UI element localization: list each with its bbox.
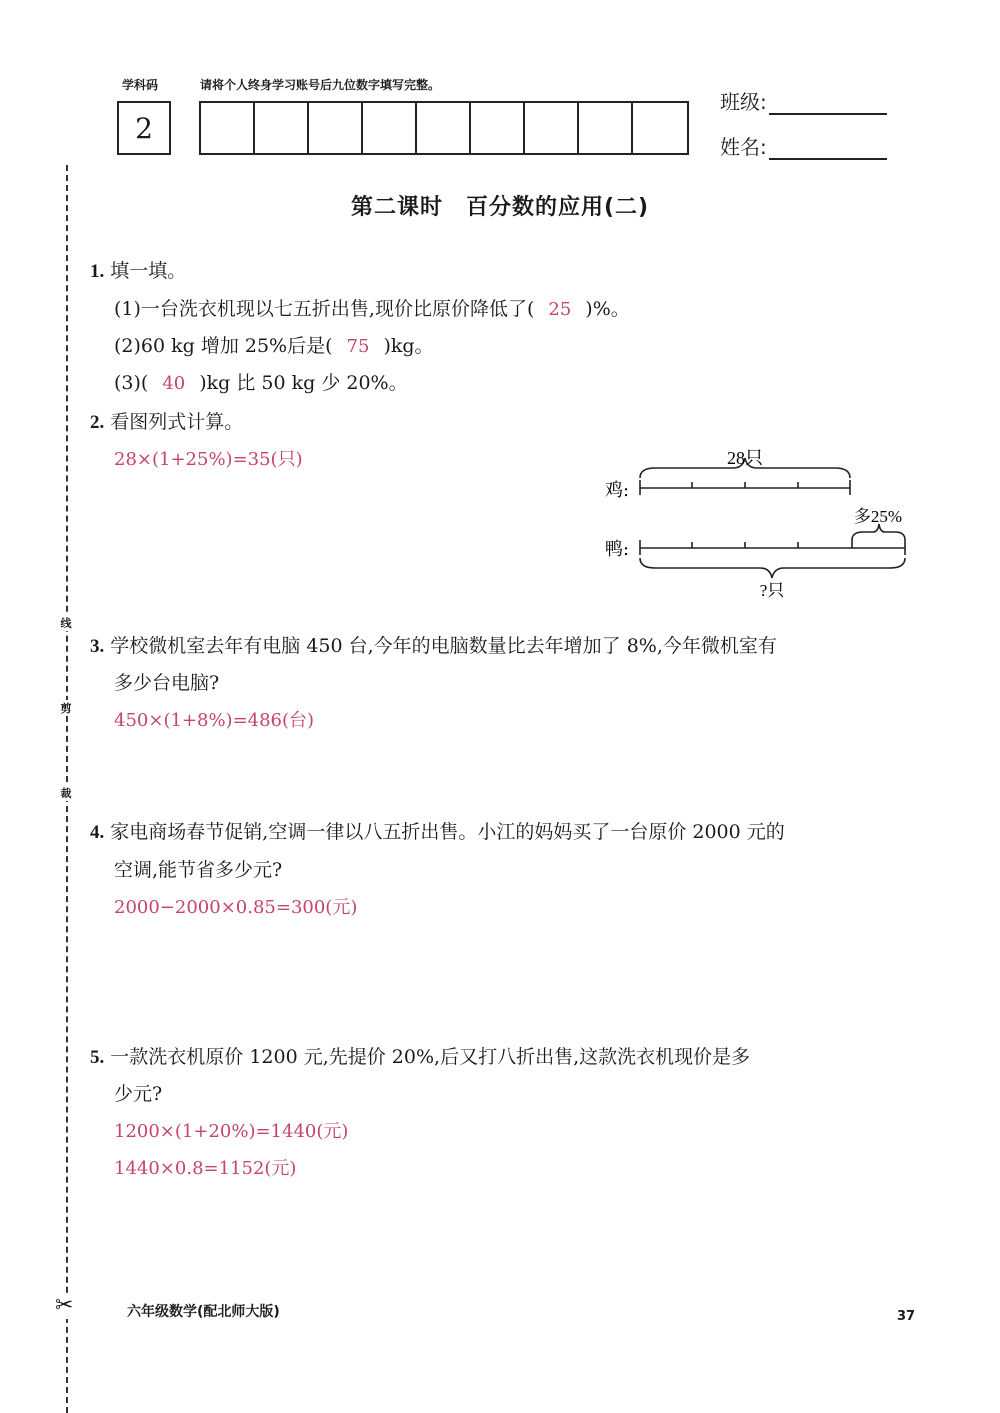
digit-box[interactable] xyxy=(417,103,471,153)
digit-box[interactable] xyxy=(201,103,255,153)
class-label: 班级: xyxy=(720,90,767,114)
top-brace-label: 28只 xyxy=(727,448,763,468)
digit-box[interactable] xyxy=(579,103,633,153)
question-number: 4. xyxy=(90,822,105,843)
item-text: (1)一台洗衣机现以七五折出售,现价比原价降低了( xyxy=(114,298,535,320)
more-label: 多25% xyxy=(853,507,903,526)
name-blank[interactable] xyxy=(769,140,887,160)
q5-answer-1: 1200×(1+20%)=1440(元) xyxy=(114,1121,349,1142)
question-5 xyxy=(90,1039,750,1076)
q5-answer-2: 1440×0.8=1152(元) xyxy=(114,1158,297,1179)
question-text: 填一填。 xyxy=(110,260,187,282)
item-text: )%。 xyxy=(585,298,630,320)
digit-box[interactable] xyxy=(363,103,417,153)
q2-answer: 28×(1+25%)=35(只) xyxy=(114,449,303,470)
name-field[interactable] xyxy=(720,131,887,160)
more-brace xyxy=(852,524,905,540)
question-text: 家电商场春节促销,空调一律以八五折出售。小江的妈妈买了一台原价 2000 元的 xyxy=(110,821,785,843)
answer: 40 xyxy=(162,373,186,394)
question-3 xyxy=(90,628,777,665)
account-instruction: 请将个人终身学习账号后九位数字填写完整。 xyxy=(200,78,441,92)
cut-char: 裁 xyxy=(58,785,74,801)
item-text: (2)60 kg 增加 25%后是( xyxy=(114,335,333,357)
item-text: )kg 比 50 kg 少 20%。 xyxy=(199,372,408,394)
page-number: 37 xyxy=(897,1309,916,1324)
digit-box[interactable] xyxy=(525,103,579,153)
question-1 xyxy=(90,253,186,290)
q1-item-2 xyxy=(114,328,434,365)
question-number: 5. xyxy=(90,1047,105,1068)
book-title: 六年级数学(配北师大版) xyxy=(127,1304,280,1320)
question-4-line2: 空调,能节省多少元? xyxy=(114,859,283,881)
q1-item-3 xyxy=(114,365,408,402)
q3-answer: 450×(1+8%)=486(台) xyxy=(114,710,315,731)
lesson-title: 第二课时 百分数的应用(二) xyxy=(350,195,650,220)
cut-char: 剪 xyxy=(58,700,74,716)
chicken-label: 鸡: xyxy=(605,480,630,501)
class-blank[interactable] xyxy=(769,95,887,115)
question-text: 学校微机室去年有电脑 450 台,今年的电脑数量比去年增加了 8%,今年微机室有 xyxy=(110,635,777,657)
digit-box[interactable] xyxy=(633,103,687,153)
duck-label: 鸭: xyxy=(605,539,630,560)
digit-box[interactable] xyxy=(471,103,525,153)
question-4 xyxy=(90,814,785,851)
question-2 xyxy=(90,404,243,441)
bottom-brace xyxy=(640,558,905,578)
item-text: )kg。 xyxy=(383,335,434,357)
q1-item-1 xyxy=(114,291,630,328)
name-label: 姓名: xyxy=(720,135,767,159)
scissors-icon: ✂ xyxy=(55,1293,74,1318)
question-5-line2: 少元? xyxy=(114,1083,163,1105)
question-number: 2. xyxy=(90,412,105,433)
question-3-line2: 多少台电脑? xyxy=(114,672,220,694)
digit-box[interactable] xyxy=(309,103,363,153)
bottom-brace-label: ?只 xyxy=(759,581,785,600)
answer: 25 xyxy=(548,299,572,320)
segment-diagram xyxy=(595,440,915,605)
digit-box[interactable] xyxy=(255,103,309,153)
cut-char: 线 xyxy=(58,615,74,631)
answer: 75 xyxy=(346,336,370,357)
account-digit-boxes[interactable] xyxy=(199,101,689,155)
class-field[interactable] xyxy=(720,86,887,115)
question-number: 1. xyxy=(90,261,105,282)
subject-code-box: 2 xyxy=(117,101,171,155)
subject-code-label: 学科码 xyxy=(122,78,159,92)
question-number: 3. xyxy=(90,636,105,657)
question-text: 看图列式计算。 xyxy=(110,411,244,433)
question-text: 一款洗衣机原价 1200 元,先提价 20%,后又打八折出售,这款洗衣机现价是多 xyxy=(110,1046,751,1068)
item-text: (3)( xyxy=(114,372,149,394)
q4-answer: 2000−2000×0.85=300(元) xyxy=(114,897,358,918)
